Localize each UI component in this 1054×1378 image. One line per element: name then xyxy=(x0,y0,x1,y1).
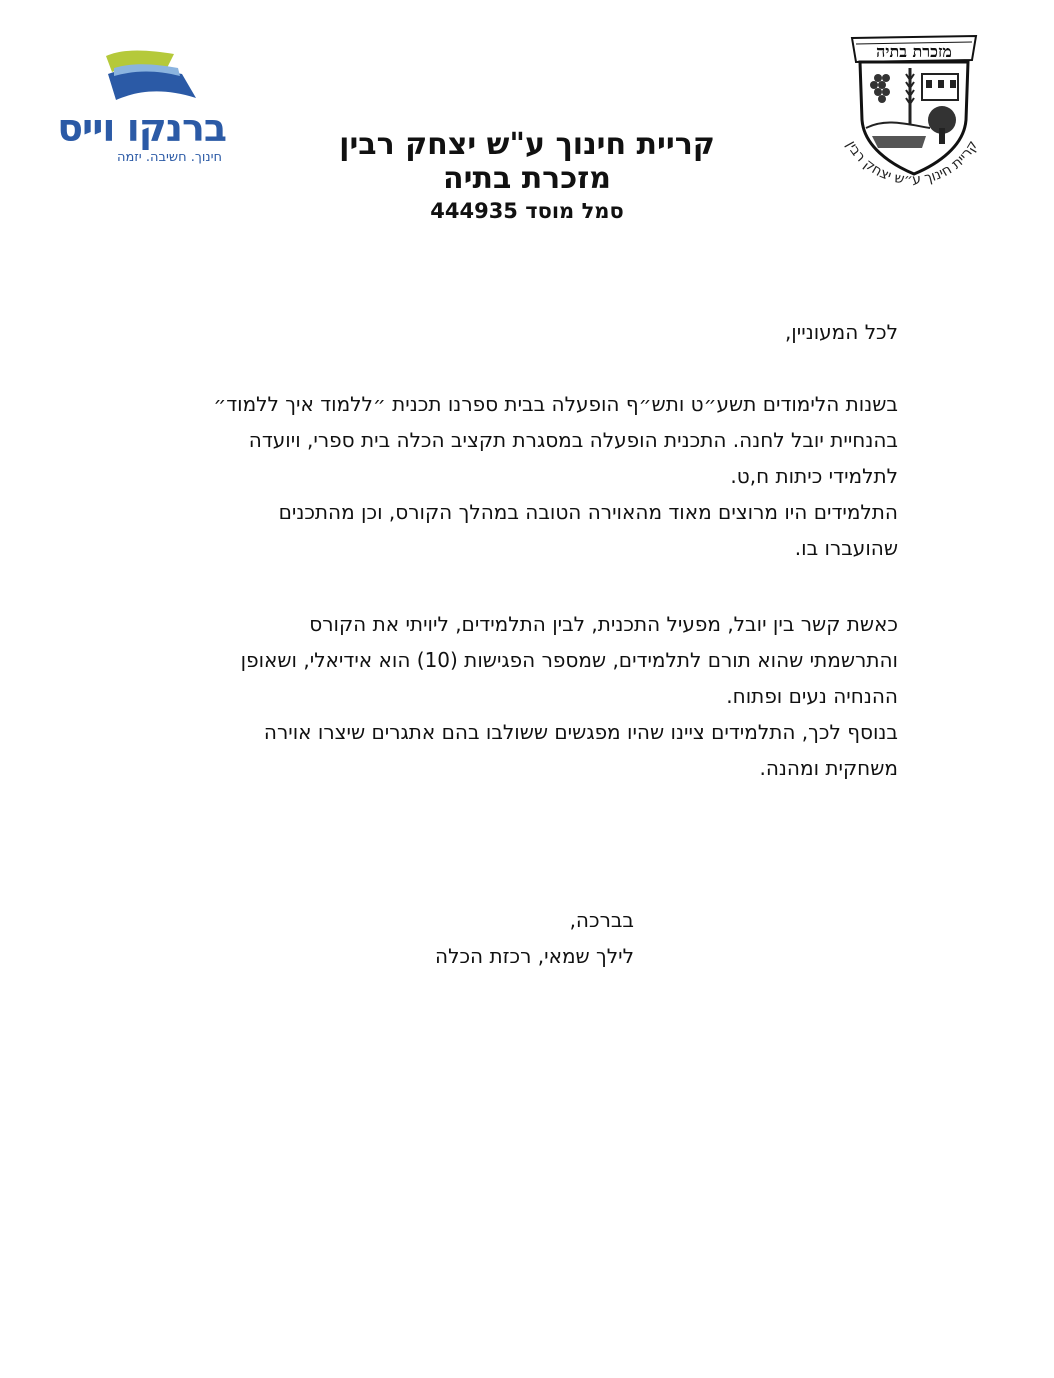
paragraph-line: והתרשמתי שהוא תורם לתלמידים, שמספר הפגישות (10) הוא אידיאלי, ושאופן xyxy=(240,648,898,672)
paragraph-line: לתלמידי כיתות ח,ט. xyxy=(730,464,898,488)
letter-paragraph-2 xyxy=(150,606,898,786)
institution-code: סמל מוסד 444935 xyxy=(430,199,624,223)
paragraph-line: כאשת קשר בין יובל, מפעיל התכנית, לבין התלמידים, ליויתי את הקורס xyxy=(309,612,898,636)
letter-greeting xyxy=(150,314,898,350)
paragraph-line: משחקית ומהנה. xyxy=(759,756,898,780)
paragraph-line: בשנות הלימודים תשע״ט ותש״ף הופעלה בבית ספרנו תכנית ״ללמוד איך ללמוד״ xyxy=(213,392,898,416)
branco-weiss-tagline: חינוך. חשיבה. יזמה xyxy=(116,150,222,165)
paragraph-line: התלמידים היו מרוצים מאוד מהאוירה הטובה במהלך הקורס, וכן מהתכנים xyxy=(278,500,898,524)
letterhead xyxy=(300,128,754,226)
letter-closing xyxy=(380,902,634,974)
paragraph-line: שהועברו בו. xyxy=(794,536,898,560)
emblem-top-text: מזכרת בתיה xyxy=(876,42,952,61)
closing-salutation: בברכה, xyxy=(569,908,634,932)
paragraph-line: בהנחיית יובל לחנה. התכנית הופעלה במסגרת תקציב הכלה בית ספרי, ויועדה xyxy=(248,428,898,452)
branco-weiss-name: ברנקו וייס xyxy=(57,106,226,150)
paragraph-line: ההנחיה נעים ופתוח. xyxy=(726,684,898,708)
school-location: מזכרת בתיה xyxy=(443,161,611,196)
branco-weiss-wave-icon xyxy=(104,48,204,108)
school-name: קריית חינוך ע"ש יצחק רבין xyxy=(339,127,715,162)
branco-weiss-logo xyxy=(57,48,236,173)
school-emblem-seal-icon xyxy=(826,28,996,188)
letter-paragraph-1 xyxy=(150,386,898,566)
greeting-line: לכל המעוניין, xyxy=(784,320,898,344)
emblem-bottom-text: קריית חינוך ע״ש יצחק רבין xyxy=(842,137,982,188)
school-emblem xyxy=(826,28,996,188)
signature: לילך שמאי, רכזת הכלה xyxy=(435,944,634,968)
paragraph-line: בנוסף לכך, התלמידים ציינו שהיו מפגשים ששולבו בהם אתגרים שיצרו אוירה xyxy=(263,720,898,744)
